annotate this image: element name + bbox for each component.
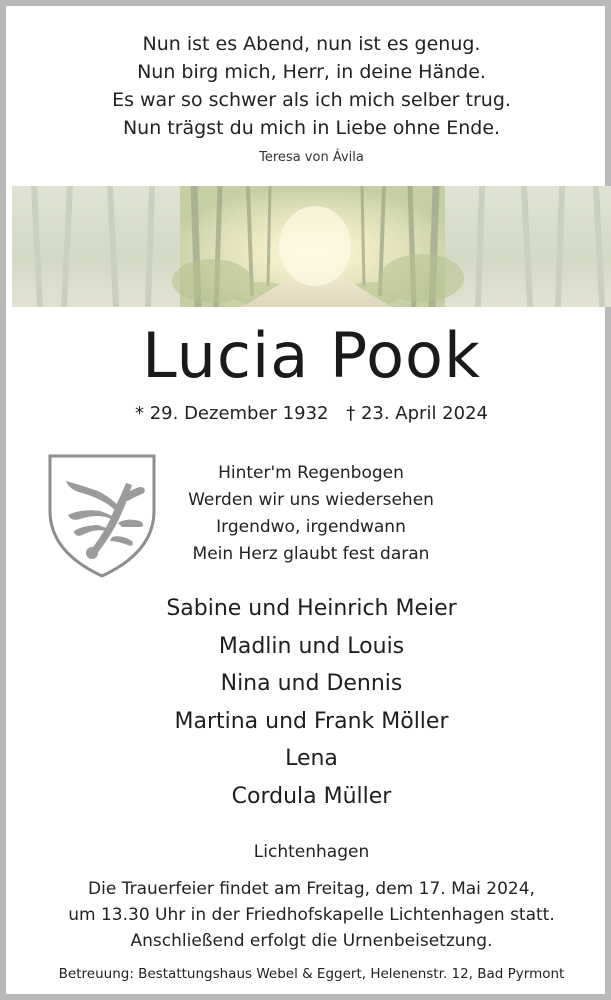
- service-details: [6, 876, 611, 954]
- verse-line: Werden wir uns wiedersehen: [188, 490, 434, 510]
- mourners-list: [6, 590, 611, 815]
- deceased-name: Lucia Pook: [142, 319, 481, 392]
- poem-block: [6, 30, 611, 165]
- poem-author: Teresa von Ávila: [259, 150, 364, 165]
- service-line: Die Trauerfeier findet am Freitag, dem 17. Mai 2024,: [88, 879, 535, 899]
- death-date: † 23. April 2024: [346, 403, 488, 424]
- mourner-name: Nina und Dennis: [220, 671, 403, 696]
- mourner-name: Lena: [285, 746, 338, 771]
- mourner-name: Cordula Müller: [231, 783, 392, 809]
- mourner-name: Sabine und Heinrich Meier: [166, 596, 457, 621]
- poem-line: Nun ist es Abend, nun ist es genug.: [142, 33, 481, 55]
- verse-block: [156, 460, 466, 568]
- funeral-home-footer: Betreuung: Bestattungshaus Webel & Eggert, Helenenstr. 12, Bad Pyrmont: [58, 966, 565, 982]
- service-line: Anschließend erfolgt die Urnenbeisetzung.: [130, 931, 493, 951]
- service-line: um 13.30 Uhr in der Friedhofskapelle Lichtenhagen statt.: [68, 905, 555, 925]
- poem-line: Nun birg mich, Herr, in deine Hände.: [137, 61, 486, 83]
- mourner-name: Madlin und Louis: [218, 633, 405, 659]
- mourner-name: Martina und Frank Möller: [174, 708, 449, 734]
- verse-line: Hinter'm Regenbogen: [218, 463, 404, 483]
- place-name: Lichtenhagen: [253, 842, 370, 862]
- verse-line: Irgendwo, irgendwann: [216, 517, 406, 537]
- poem-line: Es war so schwer als ich mich selber trug.: [112, 89, 511, 111]
- poem-line: Nun trägst du mich in Liebe ohne Ende.: [122, 117, 501, 139]
- birth-date: * 29. Dezember 1932: [135, 403, 329, 424]
- forest-path-image: [12, 186, 611, 307]
- life-dates: [6, 403, 611, 424]
- shield-antler-icon: [46, 453, 158, 579]
- verse-line: Mein Herz glaubt fest daran: [192, 544, 430, 564]
